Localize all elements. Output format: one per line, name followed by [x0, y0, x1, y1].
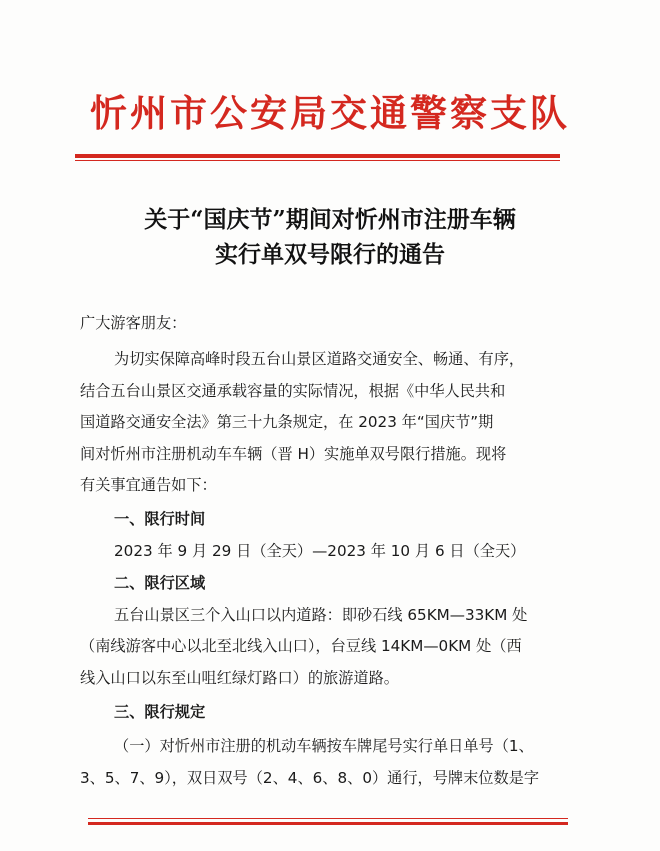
footer-red-rule: [88, 822, 568, 825]
agency-name: 忻州市公安局交通警察支队: [90, 92, 570, 135]
section-3-heading: 三、限行规定: [114, 703, 206, 721]
section-3-line: 3、5、7、9），双日双号（2、4、6、8、0）通行，号牌末位数是字: [80, 769, 540, 787]
intro-line: 国道路交通安全法》第三十九条规定，在 2023 年“国庆节”期: [80, 413, 494, 431]
section-1-heading: 一、限行时间: [114, 510, 206, 528]
intro-line: 为切实保障高峰时段五台山景区道路交通安全、畅通、有序，: [114, 350, 525, 368]
header-red-rule: [75, 154, 560, 158]
intro-line: 有关事宜通告如下：: [80, 476, 217, 494]
header-red-rule-thin: [75, 160, 560, 161]
section-3-line: （一）对忻州市注册的机动车辆按车牌尾号实行单日单号（1、: [114, 737, 534, 755]
salutation: 广大游客朋友：: [80, 314, 187, 332]
intro-line: 结合五台山景区交通承载容量的实际情况，根据《中华人民共和: [80, 382, 506, 400]
section-2-line: 线入山口以东至山咀红绿灯路口）的旅游道路。: [80, 669, 399, 687]
notice-title-line-1: 关于“国庆节”期间对忻州市注册车辆: [144, 206, 516, 233]
section-1-text: 2023 年 9 月 29 日（全天）—2023 年 10 月 6 日（全天）: [114, 542, 526, 560]
section-2-heading: 二、限行区域: [114, 574, 206, 592]
intro-line: 间对忻州市注册机动车车辆（晋 H）实施单双号限行措施。现将: [80, 445, 507, 463]
section-2-line: （南线游客中心以北至北线入山口），台豆线 14KM—0KM 处（西: [80, 637, 522, 655]
notice-title-line-2: 实行单双号限行的通告: [215, 241, 445, 268]
section-2-line: 五台山景区三个入山口以内道路：即砂石线 65KM—33KM 处: [114, 606, 528, 624]
footer-red-rule-thin: [88, 818, 568, 819]
